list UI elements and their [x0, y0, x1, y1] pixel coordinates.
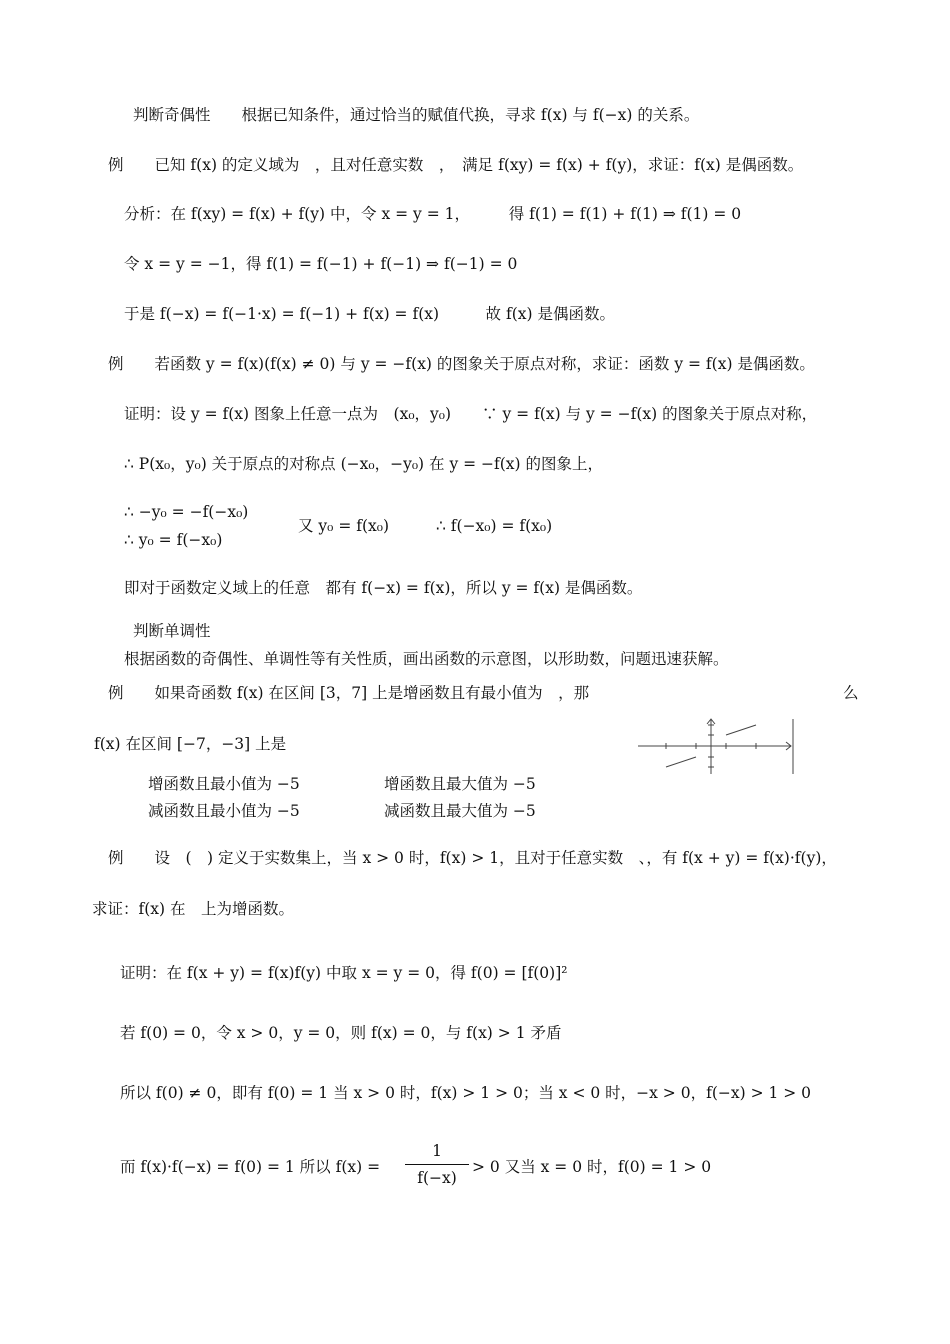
proof-line-3-stack: [124, 498, 248, 554]
proof-line-1: 证明：设 y = f(x) 图象上任意一点为 (x₀，y₀) ∵ y = f(x) 与 y = −f(x) 的图象关于原点对称，: [124, 405, 818, 423]
proof-4-line-3: 所以 f(0) ≠ 0，即有 f(0) = 1 当 x > 0 时，f(x) > 1 > 0；当 x < 0 时，−x > 0，f(−x) > 1 > 0: [120, 1084, 812, 1102]
fraction-denominator: f(−x): [417, 1169, 457, 1187]
analysis-line-3: 于是 f(−x) = f(−1·x) = f(−1) + f(x) = f(x) 故 f(x) 是偶函数。: [124, 305, 615, 323]
example-3-statement: 例 如果奇函数 f(x) 在区间 [3，7] 上是增函数且有最小值为 ，那: [108, 684, 590, 702]
example-1-statement: 例 已知 f(x) 的定义域为 ，且对任意实数 ， 满足 f(xy) = f(x) + f(y)，求证：f(x) 是偶函数。: [108, 156, 804, 174]
fraction-numerator: 1: [405, 1142, 469, 1165]
option-c: 减函数且最小值为 −5: [148, 802, 300, 820]
option-a: 增函数且最小值为 −5: [148, 775, 300, 793]
proof-4-line-4-right: > 0 又当 x = 0 时，f(0) = 1 > 0: [472, 1158, 712, 1176]
example-3-statement-end: 么: [843, 684, 859, 702]
analysis-line-2: 令 x = y = −1，得 f(1) = f(−1) + f(−1) ⇒ f(−1) = 0: [124, 255, 518, 273]
proof-conclusion: 即对于函数定义域上的任意 都有 f(−x) = f(x)，所以 y = f(x) 是偶函数。: [124, 579, 643, 597]
analysis-line-1: 分析：在 f(xy) = f(x) + f(y) 中，令 x = y = 1， 得 f(1) = f(1) + f(1) ⇒ f(1) = 0: [124, 205, 742, 223]
proof-4-line-4-left: 而 f(x)·f(−x) = f(0) = 1 所以 f(x) =: [120, 1158, 381, 1176]
example-4-statement: 例 设 ( ) 定义于实数集上，当 x > 0 时，f(x) > 1，且对于任意实数 、，有 f(x + y) = f(x)·f(y)，: [108, 849, 837, 867]
fraction-one-over-f-neg-x: [405, 1142, 469, 1187]
option-d: 减函数且最大值为 −5: [384, 802, 536, 820]
proof-step-a: ∴ −y₀ = −f(−x₀): [124, 503, 249, 521]
proof-line-2: ∴ P(x₀，y₀) 关于原点的对称点 (−x₀，−y₀) 在 y = −f(x) 的图象上，: [124, 455, 604, 473]
example-4-question: 求证：f(x) 在 上为增函数。: [92, 900, 295, 918]
proof-4-line-2: 若 f(0) = 0，令 x > 0，y = 0，则 f(x) = 0，与 f(x) > 1 矛盾: [120, 1024, 562, 1042]
parity-heading: 判断奇偶性 根据已知条件，通过恰当的赋值代换，寻求 f(x) 与 f(−x) 的关系。: [133, 106, 700, 124]
option-b: 增函数且最大值为 −5: [384, 775, 536, 793]
function-sketch: [634, 716, 796, 776]
proof-step-c: 又 y₀ = f(x₀): [298, 517, 390, 535]
example-2-statement: 例 若函数 y = f(x)(f(x) ≠ 0) 与 y = −f(x) 的图象关于原点对称，求证：函数 y = f(x) 是偶函数。: [108, 355, 815, 373]
proof-step-b: ∴ y₀ = f(−x₀): [124, 531, 223, 549]
proof-step-d: ∴ f(−x₀) = f(x₀): [436, 517, 553, 535]
sketch-left-segment: [666, 757, 696, 767]
sketch-right-segment: [726, 725, 756, 735]
monotonicity-intro: 根据函数的奇偶性、单调性等有关性质，画出函数的示意图，以形助数，问题迅速获解。: [124, 650, 729, 668]
monotonicity-heading: 判断单调性: [133, 622, 211, 640]
proof-4-line-1: 证明：在 f(x + y) = f(x)f(y) 中取 x = y = 0，得 f(0) = [f(0)]²: [120, 964, 568, 982]
example-3-question: f(x) 在区间 [−7，−3] 上是: [94, 735, 287, 753]
